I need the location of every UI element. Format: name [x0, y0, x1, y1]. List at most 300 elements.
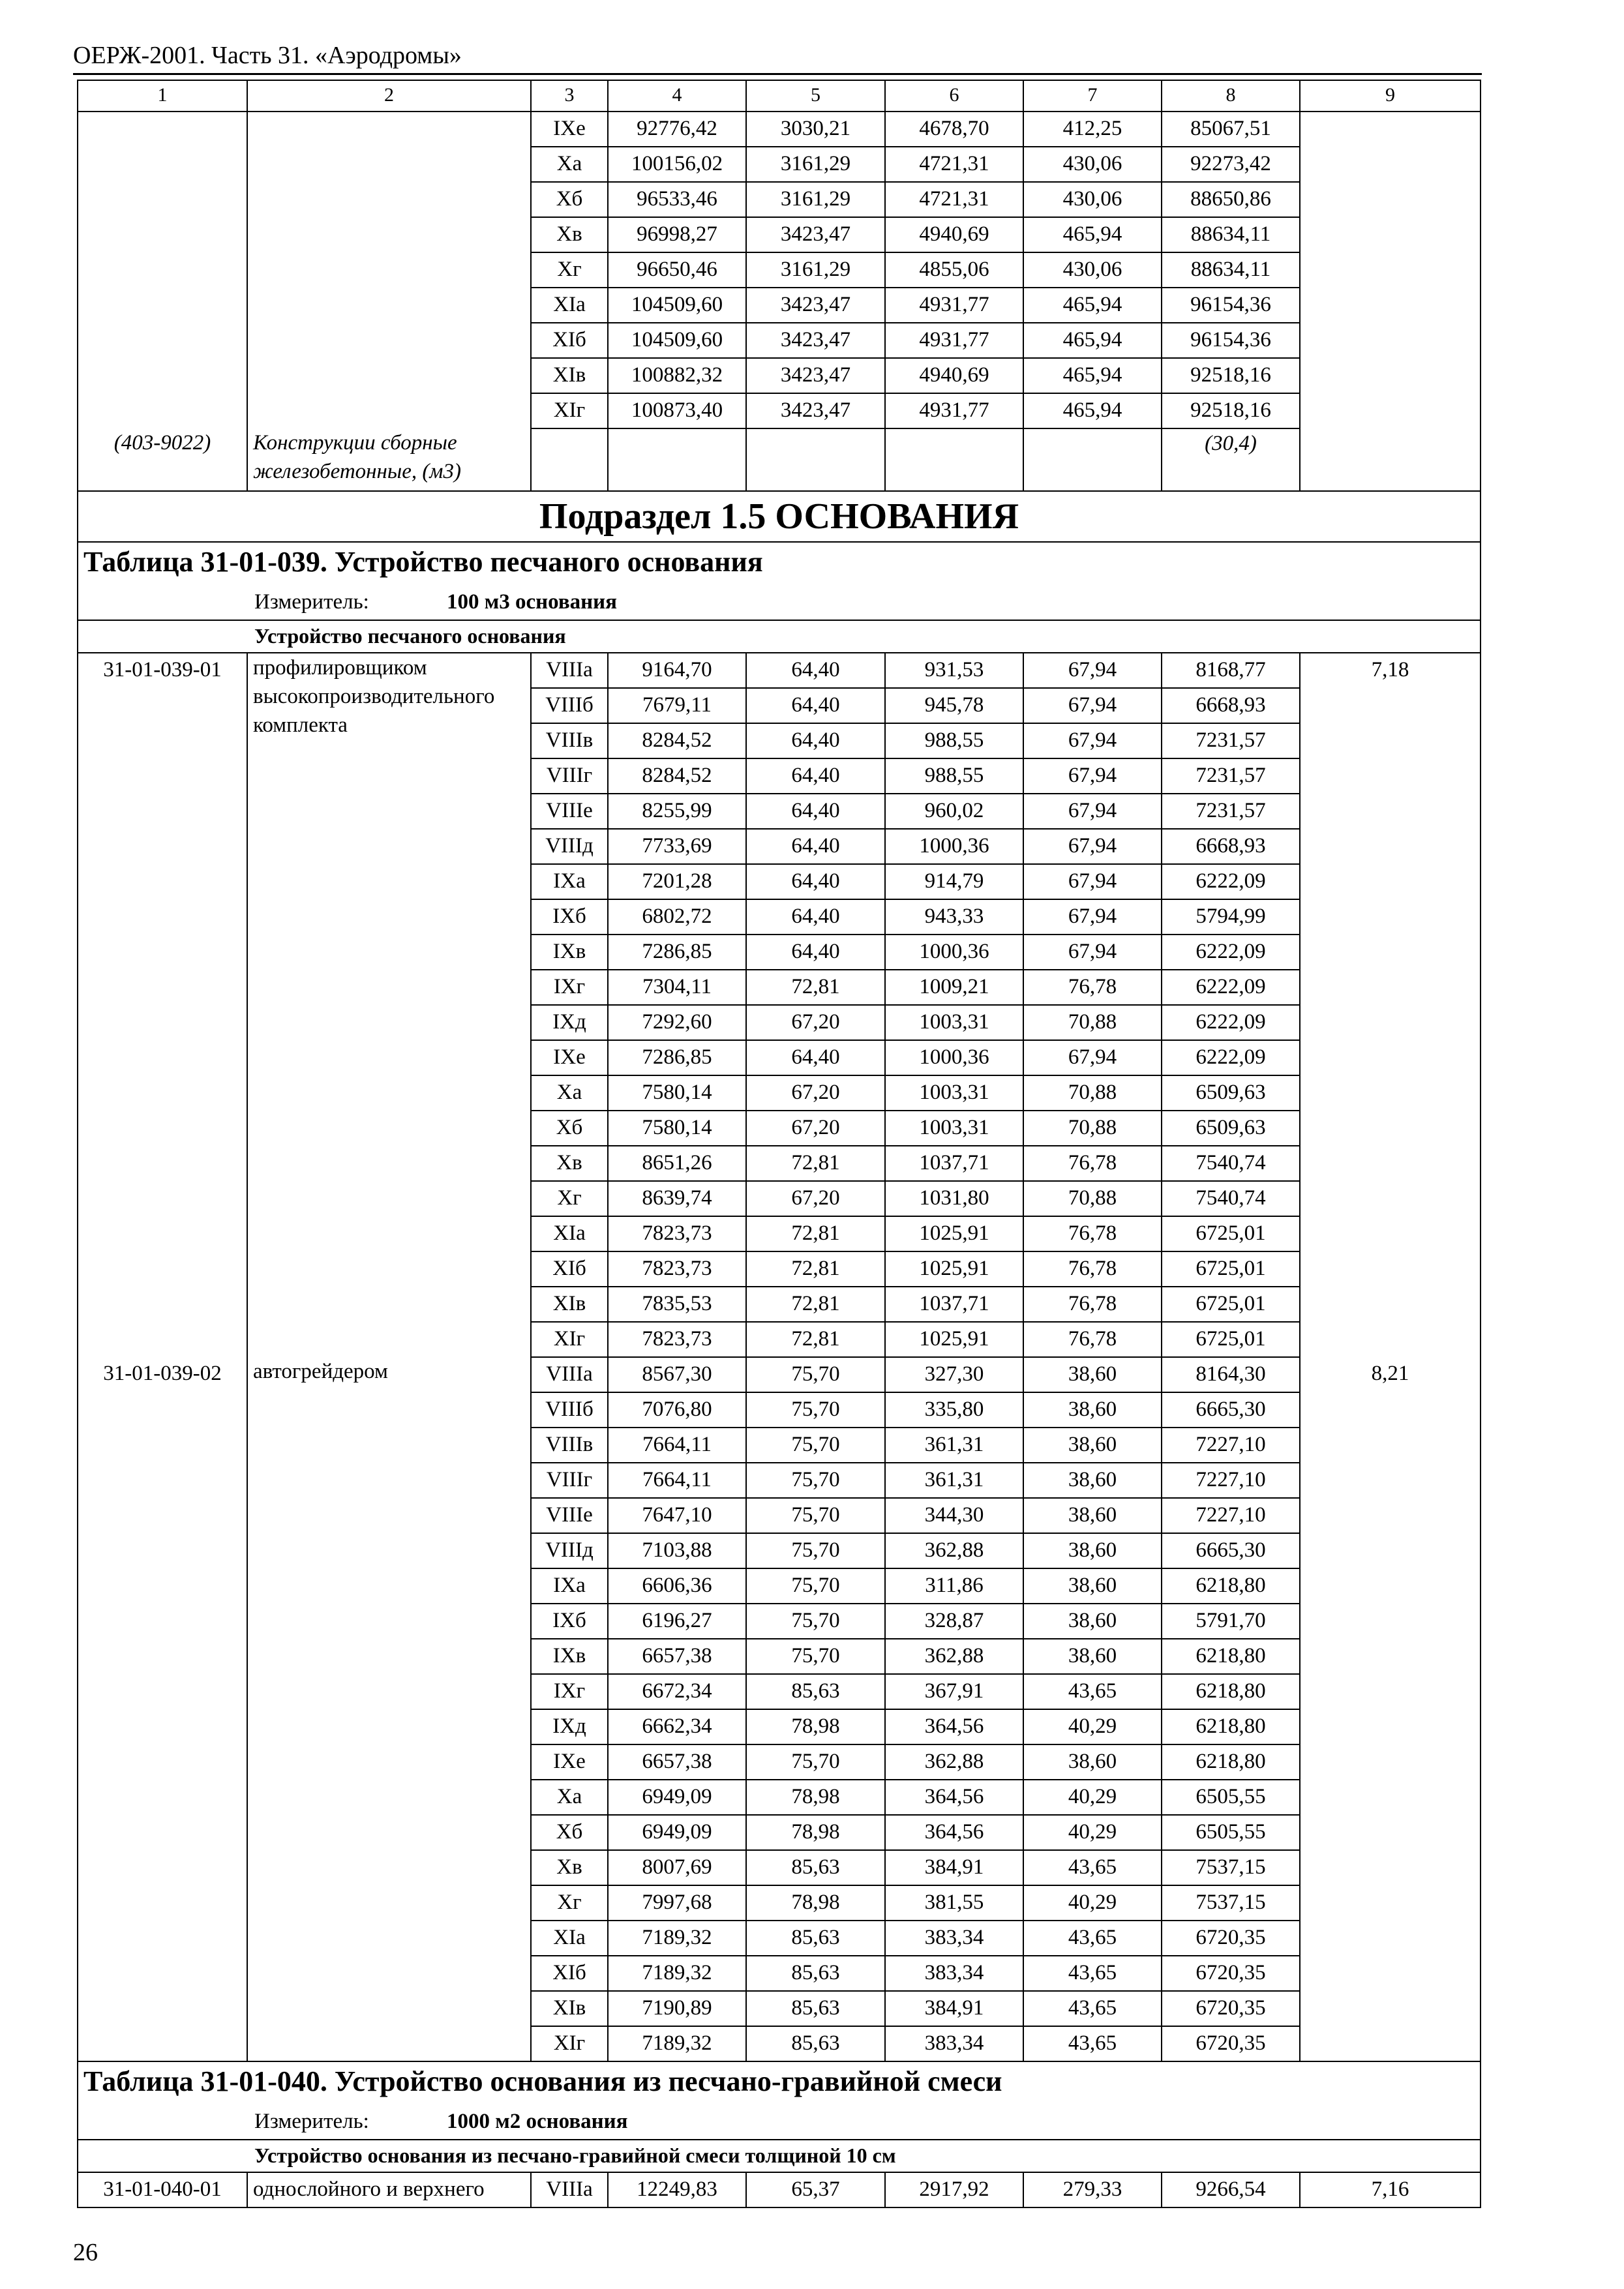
value-cell: Xа — [531, 1075, 608, 1111]
empty-cell — [885, 428, 1023, 491]
group-title: Устройство песчаного основания — [254, 624, 566, 648]
empty-cell — [1023, 428, 1162, 491]
value-cell: VIIIа — [531, 1357, 608, 1392]
value-cell: 4931,77 — [885, 323, 1023, 358]
value-cell: 988,55 — [885, 758, 1023, 794]
value-cell: 6218,80 — [1162, 1568, 1300, 1604]
value-cell: 38,60 — [1023, 1498, 1162, 1533]
value-cell: 6725,01 — [1162, 1287, 1300, 1322]
value-cell: 1003,31 — [885, 1005, 1023, 1040]
measure-row — [78, 586, 1481, 620]
value-cell: 38,60 — [1023, 1463, 1162, 1498]
value-cell: IXд — [531, 1005, 608, 1040]
value-cell: 78,98 — [746, 1709, 885, 1744]
value-cell: 361,31 — [885, 1428, 1023, 1463]
value-cell: 85,63 — [746, 1850, 885, 1885]
value-cell: 4678,70 — [885, 112, 1023, 147]
value-cell: 7835,53 — [608, 1287, 746, 1322]
value-cell: VIIIв — [531, 1428, 608, 1463]
value-cell: 67,94 — [1023, 935, 1162, 970]
value-cell: 6218,80 — [1162, 1639, 1300, 1674]
value-cell: 1031,80 — [885, 1181, 1023, 1216]
value-cell: 6725,01 — [1162, 1251, 1300, 1287]
value-cell: 6222,09 — [1162, 864, 1300, 899]
section-title: Подраздел 1.5 ОСНОВАНИЯ — [78, 491, 1481, 542]
value-cell: 64,40 — [746, 794, 885, 829]
value-cell: 38,60 — [1023, 1744, 1162, 1780]
value-cell: 6720,35 — [1162, 1921, 1300, 1956]
value-cell: 1000,36 — [885, 935, 1023, 970]
value-cell: 67,94 — [1023, 723, 1162, 758]
value-cell: VIIIв — [531, 723, 608, 758]
value-cell: 7231,57 — [1162, 794, 1300, 829]
value-cell: 1003,31 — [885, 1111, 1023, 1146]
value-cell: XIа — [531, 1921, 608, 1956]
spec-name: Конструкции сборные железобетонные, (м3) — [247, 428, 531, 491]
value-cell: 100156,02 — [608, 147, 746, 182]
value-cell: VIIIб — [531, 1392, 608, 1428]
value-cell: 9266,54 — [1162, 2172, 1300, 2207]
value-cell: 7227,10 — [1162, 1498, 1300, 1533]
value-cell: 6668,93 — [1162, 829, 1300, 864]
item-code: 31-01-039-01 — [78, 653, 247, 1357]
value-cell: 7664,11 — [608, 1463, 746, 1498]
value-cell: 92518,16 — [1162, 358, 1300, 393]
value-cell: 943,33 — [885, 899, 1023, 935]
value-cell: 70,88 — [1023, 1075, 1162, 1111]
value-cell: 43,65 — [1023, 1674, 1162, 1709]
value-cell: 430,06 — [1023, 252, 1162, 288]
value-cell: 465,94 — [1023, 393, 1162, 428]
table-title-row — [78, 542, 1481, 586]
column-number: 3 — [531, 80, 608, 112]
value-cell: IXв — [531, 935, 608, 970]
value-cell: Xг — [531, 1885, 608, 1921]
item-name: профилировщиком высокопроизводительного комплекта — [247, 653, 531, 1357]
value-cell: 38,60 — [1023, 1639, 1162, 1674]
group-cell — [78, 620, 1481, 653]
value-cell: 6509,63 — [1162, 1075, 1300, 1111]
value-cell: 38,60 — [1023, 1428, 1162, 1463]
value-cell: XIб — [531, 1251, 608, 1287]
value-cell: 76,78 — [1023, 970, 1162, 1005]
value-cell: 6725,01 — [1162, 1216, 1300, 1251]
value-cell: 64,40 — [746, 653, 885, 688]
value-cell: IXе — [531, 1744, 608, 1780]
value-cell: 6218,80 — [1162, 1674, 1300, 1709]
value-cell: 4931,77 — [885, 288, 1023, 323]
value-cell: 4940,69 — [885, 358, 1023, 393]
value-cell: 3161,29 — [746, 252, 885, 288]
measure-cell — [78, 586, 1481, 620]
column-number: 6 — [885, 80, 1023, 112]
value-cell: 361,31 — [885, 1463, 1023, 1498]
value-cell: 3423,47 — [746, 288, 885, 323]
value-cell: 6606,36 — [608, 1568, 746, 1604]
value-cell: 104509,60 — [608, 323, 746, 358]
value-cell: 64,40 — [746, 1040, 885, 1075]
value-cell: 344,30 — [885, 1498, 1023, 1533]
value-cell: 7227,10 — [1162, 1463, 1300, 1498]
value-cell: 364,56 — [885, 1780, 1023, 1815]
page-number: 26 — [73, 2239, 98, 2266]
value-cell: 384,91 — [885, 1850, 1023, 1885]
value-cell: 38,60 — [1023, 1604, 1162, 1639]
value-cell: 465,94 — [1023, 217, 1162, 252]
value-cell: Xг — [531, 252, 608, 288]
value-cell: 362,88 — [885, 1744, 1023, 1780]
value-cell: 7292,60 — [608, 1005, 746, 1040]
value-cell: 4940,69 — [885, 217, 1023, 252]
value-cell: 7997,68 — [608, 1885, 746, 1921]
value-cell: 64,40 — [746, 829, 885, 864]
value-cell: 279,33 — [1023, 2172, 1162, 2207]
section-heading-row — [78, 491, 1481, 542]
value-cell: 7286,85 — [608, 1040, 746, 1075]
value-cell: XIв — [531, 358, 608, 393]
value-cell: 38,60 — [1023, 1357, 1162, 1392]
value-cell: 38,60 — [1023, 1568, 1162, 1604]
value-cell: 367,91 — [885, 1674, 1023, 1709]
value-cell: 384,91 — [885, 1991, 1023, 2026]
value-cell: 75,70 — [746, 1498, 885, 1533]
value-cell: 65,37 — [746, 2172, 885, 2207]
value-cell: 6662,34 — [608, 1709, 746, 1744]
value-cell: 465,94 — [1023, 323, 1162, 358]
table-row — [78, 112, 1481, 147]
column-number: 5 — [746, 80, 885, 112]
value-cell: 4855,06 — [885, 252, 1023, 288]
value-cell: 6196,27 — [608, 1604, 746, 1639]
value-cell: 96533,46 — [608, 182, 746, 217]
empty-cell — [746, 428, 885, 491]
value-cell: 7647,10 — [608, 1498, 746, 1533]
value-cell: 85067,51 — [1162, 112, 1300, 147]
value-cell: 92273,42 — [1162, 147, 1300, 182]
item-code: 31-01-040-01 — [78, 2172, 247, 2207]
table-row — [78, 1357, 1481, 1392]
value-cell: 6720,35 — [1162, 1956, 1300, 1991]
value-cell: Xа — [531, 147, 608, 182]
value-cell: 6725,01 — [1162, 1322, 1300, 1357]
spec-code: (403-9022) — [78, 428, 247, 491]
name-cell — [247, 112, 531, 428]
value-cell: 67,94 — [1023, 1040, 1162, 1075]
value-cell: 311,86 — [885, 1568, 1023, 1604]
value-cell: 76,78 — [1023, 1251, 1162, 1287]
value-cell: 88634,11 — [1162, 217, 1300, 252]
value-cell: 72,81 — [746, 1287, 885, 1322]
value-cell: XIв — [531, 1287, 608, 1322]
value-cell: 465,94 — [1023, 358, 1162, 393]
code-cell — [78, 112, 247, 428]
value-cell: 38,60 — [1023, 1533, 1162, 1568]
value-cell: 412,25 — [1023, 112, 1162, 147]
value-cell: 7823,73 — [608, 1216, 746, 1251]
value-cell: Xб — [531, 1815, 608, 1850]
table-title: Таблица 31-01-039. Устройство песчаного основания — [78, 542, 1481, 586]
value-cell: 1037,71 — [885, 1146, 1023, 1181]
value-cell: 960,02 — [885, 794, 1023, 829]
value-cell: 67,94 — [1023, 688, 1162, 723]
value-cell: XIг — [531, 1322, 608, 1357]
value-cell: IXа — [531, 864, 608, 899]
value-cell: 72,81 — [746, 1146, 885, 1181]
value-cell: 67,94 — [1023, 653, 1162, 688]
value-cell: 7537,15 — [1162, 1885, 1300, 1921]
value-cell: XIа — [531, 1216, 608, 1251]
value-cell: 76,78 — [1023, 1146, 1162, 1181]
value-cell: 67,20 — [746, 1181, 885, 1216]
value-cell: 6665,30 — [1162, 1392, 1300, 1428]
value-cell: 75,70 — [746, 1357, 885, 1392]
value-cell: 6949,09 — [608, 1780, 746, 1815]
value-cell: 67,94 — [1023, 864, 1162, 899]
value-cell: 7679,11 — [608, 688, 746, 723]
value-cell: 7733,69 — [608, 829, 746, 864]
table-title: Таблица 31-01-040. Устройство основания из песчано-гравийной смеси — [78, 2061, 1481, 2105]
value-cell: 67,20 — [746, 1075, 885, 1111]
value-cell: 6222,09 — [1162, 1005, 1300, 1040]
item-norm: 8,21 — [1300, 1357, 1481, 2061]
value-cell: 70,88 — [1023, 1111, 1162, 1146]
value-cell: 43,65 — [1023, 1991, 1162, 2026]
measure-row — [78, 2105, 1481, 2140]
value-cell: 75,70 — [746, 1392, 885, 1428]
value-cell: 364,56 — [885, 1709, 1023, 1744]
value-cell: 6505,55 — [1162, 1780, 1300, 1815]
value-cell: 4931,77 — [885, 393, 1023, 428]
value-cell: 75,70 — [746, 1463, 885, 1498]
value-cell: 64,40 — [746, 864, 885, 899]
value-cell: 5794,99 — [1162, 899, 1300, 935]
value-cell: 96154,36 — [1162, 323, 1300, 358]
value-cell: VIIIе — [531, 794, 608, 829]
column-number: 9 — [1300, 80, 1481, 112]
value-cell: 43,65 — [1023, 2026, 1162, 2061]
value-cell: 8007,69 — [608, 1850, 746, 1885]
value-cell: 72,81 — [746, 1251, 885, 1287]
value-cell: 7540,74 — [1162, 1181, 1300, 1216]
value-cell: 92518,16 — [1162, 393, 1300, 428]
item-name: автогрейдером — [247, 1357, 531, 2061]
value-cell: 72,81 — [746, 970, 885, 1005]
item-code: 31-01-039-02 — [78, 1357, 247, 2061]
value-cell: 2917,92 — [885, 2172, 1023, 2207]
column-number: 7 — [1023, 80, 1162, 112]
value-cell: 7231,57 — [1162, 723, 1300, 758]
value-cell: 6505,55 — [1162, 1815, 1300, 1850]
value-cell: 76,78 — [1023, 1216, 1162, 1251]
norm-cell — [1300, 112, 1481, 428]
value-cell: 6218,80 — [1162, 1709, 1300, 1744]
value-cell: 72,81 — [746, 1216, 885, 1251]
value-cell: XIв — [531, 1991, 608, 2026]
value-cell: 75,70 — [746, 1744, 885, 1780]
value-cell: 96998,27 — [608, 217, 746, 252]
value-cell: 6668,93 — [1162, 688, 1300, 723]
value-cell: 335,80 — [885, 1392, 1023, 1428]
value-cell: 7823,73 — [608, 1322, 746, 1357]
value-cell: 7189,32 — [608, 1956, 746, 1991]
value-cell: 7103,88 — [608, 1533, 746, 1568]
value-cell: 8284,52 — [608, 723, 746, 758]
value-cell: Xб — [531, 1111, 608, 1146]
value-cell: 64,40 — [746, 758, 885, 794]
value-cell: 78,98 — [746, 1815, 885, 1850]
value-cell: VIIIб — [531, 688, 608, 723]
value-cell: VIIIе — [531, 1498, 608, 1533]
item-norm: 7,16 — [1300, 2172, 1481, 2207]
value-cell: 40,29 — [1023, 1815, 1162, 1850]
value-cell: 383,34 — [885, 1921, 1023, 1956]
value-cell: 6802,72 — [608, 899, 746, 935]
value-cell: 7201,28 — [608, 864, 746, 899]
value-cell: 327,30 — [885, 1357, 1023, 1392]
value-cell: 1003,31 — [885, 1075, 1023, 1111]
value-cell: 4721,31 — [885, 182, 1023, 217]
item-norm: 7,18 — [1300, 653, 1481, 1357]
value-cell: 40,29 — [1023, 1780, 1162, 1815]
value-cell: 3161,29 — [746, 147, 885, 182]
value-cell: 3423,47 — [746, 358, 885, 393]
value-cell: 7537,15 — [1162, 1850, 1300, 1885]
material-spec-row — [78, 428, 1481, 491]
value-cell: 1037,71 — [885, 1287, 1023, 1322]
value-cell: XIг — [531, 2026, 608, 2061]
value-cell: 6657,38 — [608, 1744, 746, 1780]
value-cell: 67,20 — [746, 1111, 885, 1146]
value-cell: 12249,83 — [608, 2172, 746, 2207]
value-cell: 6672,34 — [608, 1674, 746, 1709]
value-cell: 7076,80 — [608, 1392, 746, 1428]
value-cell: 76,78 — [1023, 1322, 1162, 1357]
value-cell: 40,29 — [1023, 1709, 1162, 1744]
value-cell: 3423,47 — [746, 323, 885, 358]
value-cell: IXб — [531, 1604, 608, 1639]
value-cell: 1025,91 — [885, 1216, 1023, 1251]
column-number: 1 — [78, 80, 247, 112]
value-cell: 43,65 — [1023, 1921, 1162, 1956]
value-cell: 100882,32 — [608, 358, 746, 393]
value-cell: 7580,14 — [608, 1075, 746, 1111]
value-cell: IXе — [531, 1040, 608, 1075]
value-cell: 75,70 — [746, 1428, 885, 1463]
value-cell: 6720,35 — [1162, 2026, 1300, 2061]
value-cell: 8639,74 — [608, 1181, 746, 1216]
value-cell: 7231,57 — [1162, 758, 1300, 794]
value-cell: 1025,91 — [885, 1251, 1023, 1287]
value-cell: 6222,09 — [1162, 935, 1300, 970]
value-cell: IXд — [531, 1709, 608, 1744]
value-cell: 43,65 — [1023, 1850, 1162, 1885]
table-title-row — [78, 2061, 1481, 2105]
group-title: Устройство основания из песчано-гравийной смеси толщиной 10 см — [254, 2144, 896, 2167]
rates-table — [77, 80, 1481, 2208]
value-cell: IXв — [531, 1639, 608, 1674]
value-cell: 7304,11 — [608, 970, 746, 1005]
value-cell: VIIIг — [531, 758, 608, 794]
measure-label: Измеритель: — [254, 590, 369, 614]
value-cell: Xв — [531, 1850, 608, 1885]
value-cell: IXб — [531, 899, 608, 935]
table-row — [78, 2172, 1481, 2207]
value-cell: 67,20 — [746, 1005, 885, 1040]
value-cell: Xв — [531, 1146, 608, 1181]
value-cell: 328,87 — [885, 1604, 1023, 1639]
value-cell: 7189,32 — [608, 2026, 746, 2061]
header-divider — [73, 73, 1482, 75]
column-number: 2 — [247, 80, 531, 112]
value-cell: 5791,70 — [1162, 1604, 1300, 1639]
value-cell: 6720,35 — [1162, 1991, 1300, 2026]
value-cell: 8255,99 — [608, 794, 746, 829]
spec-value: (30,4) — [1162, 428, 1300, 491]
value-cell: VIIIд — [531, 1533, 608, 1568]
value-cell: 8164,30 — [1162, 1357, 1300, 1392]
value-cell: 67,94 — [1023, 899, 1162, 935]
page-header-title: ОЕРЖ-2001. Часть 31. «Аэродромы» — [73, 42, 462, 69]
value-cell: 70,88 — [1023, 1181, 1162, 1216]
column-number: 4 — [608, 80, 746, 112]
value-cell: 85,63 — [746, 2026, 885, 2061]
value-cell: 7580,14 — [608, 1111, 746, 1146]
measure-cell — [78, 2105, 1481, 2140]
empty-cell — [608, 428, 746, 491]
value-cell: 6222,09 — [1162, 1040, 1300, 1075]
value-cell: 7823,73 — [608, 1251, 746, 1287]
value-cell: 75,70 — [746, 1639, 885, 1674]
value-cell: 7227,10 — [1162, 1428, 1300, 1463]
measure-value: 100 м3 основания — [447, 590, 618, 614]
value-cell: 383,34 — [885, 2026, 1023, 2061]
value-cell: XIг — [531, 393, 608, 428]
value-cell: Xб — [531, 182, 608, 217]
value-cell: 364,56 — [885, 1815, 1023, 1850]
group-title-row — [78, 620, 1481, 653]
value-cell: 72,81 — [746, 1322, 885, 1357]
value-cell: 78,98 — [746, 1780, 885, 1815]
value-cell: 3423,47 — [746, 393, 885, 428]
value-cell: 465,94 — [1023, 288, 1162, 323]
value-cell: 64,40 — [746, 688, 885, 723]
value-cell: 6949,09 — [608, 1815, 746, 1850]
value-cell: 43,65 — [1023, 1956, 1162, 1991]
value-cell: 6218,80 — [1162, 1744, 1300, 1780]
value-cell: 430,06 — [1023, 147, 1162, 182]
value-cell: 78,98 — [746, 1885, 885, 1921]
value-cell: 6509,63 — [1162, 1111, 1300, 1146]
value-cell: 88634,11 — [1162, 252, 1300, 288]
empty-cell — [531, 428, 608, 491]
value-cell: VIIIг — [531, 1463, 608, 1498]
value-cell: IXе — [531, 112, 608, 147]
value-cell: 104509,60 — [608, 288, 746, 323]
value-cell: 4721,31 — [885, 147, 1023, 182]
value-cell: XIб — [531, 1956, 608, 1991]
value-cell: 76,78 — [1023, 1287, 1162, 1322]
value-cell: 64,40 — [746, 899, 885, 935]
value-cell: 430,06 — [1023, 182, 1162, 217]
table-row — [78, 653, 1481, 688]
value-cell: 7664,11 — [608, 1428, 746, 1463]
value-cell: Xг — [531, 1181, 608, 1216]
value-cell: 8284,52 — [608, 758, 746, 794]
measure-value: 1000 м2 основания — [447, 2110, 628, 2133]
value-cell: Xв — [531, 217, 608, 252]
value-cell: 381,55 — [885, 1885, 1023, 1921]
group-cell — [78, 2140, 1481, 2172]
